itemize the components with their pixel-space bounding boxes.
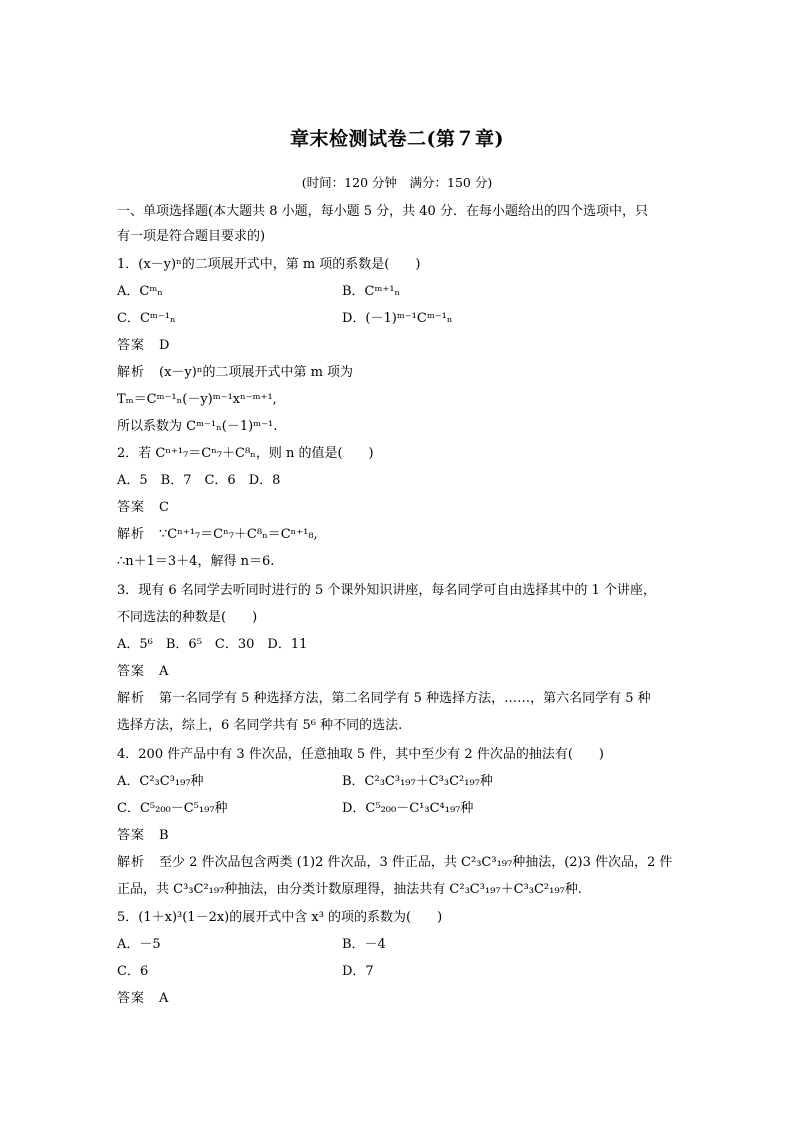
- q5-option-b: B．－4: [342, 937, 386, 952]
- q1-stem: 1．(x－y)ⁿ的二项展开式中，第 m 项的系数是( ): [117, 257, 421, 272]
- analysis-label: 解析: [117, 365, 146, 380]
- q1-answer: [117, 337, 169, 355]
- q4-option-b: B．C²₃C³₁₉₇＋C³₃C²₁₉₇种: [342, 774, 493, 789]
- q4-answer: [117, 827, 169, 845]
- exam-time-score: (时间：120 分钟 满分：150 分): [301, 175, 493, 190]
- section-heading-line1: 一、单项选择题(本大题共 8 小题，每小题 5 分，共 40 分．在每小题给出的四个选项中，只: [117, 204, 648, 219]
- q2-answer: [117, 499, 169, 517]
- q4-option-d: D．C⁵₂₀₀－C¹₃C⁴₁₉₇种: [342, 801, 474, 816]
- q5-stem: 5．(1＋x)³(1－2x)的展开式中含 x³ 的项的系数为( ): [117, 910, 443, 925]
- analysis-label: 解析: [117, 691, 146, 706]
- q4-analysis-line1: [117, 854, 672, 872]
- q2-answer-value: C: [159, 500, 169, 515]
- q1-option-a: A．Cᵐₙ: [117, 284, 163, 299]
- q3-answer: [117, 663, 168, 681]
- q3-options: A．5⁶ B．6⁵ C．30 D．11: [117, 637, 308, 652]
- answer-label: 答案: [117, 338, 146, 353]
- q5-answer-value: A: [159, 991, 169, 1006]
- analysis-label: 解析: [117, 855, 146, 870]
- q4-analysis-line2: 正品，共 C³₃C²₁₉₇种抽法，由分类计数原理得，抽法共有 C²₃C³₁₉₇＋C³₃C²₁₉₇种.: [117, 882, 582, 897]
- answer-label: 答案: [117, 500, 146, 515]
- q3-stem-line2: 不同选法的种数是( ): [117, 610, 258, 625]
- q1-answer-value: D: [159, 338, 170, 353]
- q5-option-a: A．－5: [117, 937, 161, 952]
- q2-stem: 2．若 Cⁿ⁺¹₇＝Cⁿ₇＋C⁸ₙ，则 n 的值是( ): [117, 446, 374, 461]
- q4-stem: 4．200 件产品中有 3 件次品，任意抽取 5 件，其中至少有 2 件次品的抽法有( ): [117, 747, 604, 762]
- q1-option-b: B．Cᵐ⁺¹ₙ: [342, 284, 401, 299]
- q4-option-a: A．C²₃C³₁₉₇种: [117, 774, 204, 789]
- q2-analysis-line2: ∴n＋1＝3＋4，解得 n＝6.: [117, 554, 275, 569]
- section-heading-line2: 有一项是符合题目要求的): [117, 229, 266, 244]
- answer-label: 答案: [117, 664, 146, 679]
- q5-option-c: C．6: [117, 964, 149, 979]
- q4-option-c: C．C⁵₂₀₀－C⁵₁₉₇种: [117, 801, 228, 816]
- q5-answer: [117, 990, 168, 1008]
- q4-answer-value: B: [159, 828, 169, 843]
- q1-analysis-line1: [117, 364, 353, 382]
- q2-analysis-line1: [117, 526, 318, 544]
- q5-option-d: D．7: [342, 964, 374, 979]
- q3-analysis-line1: [117, 690, 651, 708]
- answer-label: 答案: [117, 991, 146, 1006]
- answer-label: 答案: [117, 828, 146, 843]
- q3-stem-line1: 3．现有 6 名同学去听同时进行的 5 个课外知识讲座，每名同学可自由选择其中的 1 个讲座，: [117, 583, 656, 598]
- q1-option-c: C．Cᵐ⁻¹ₙ: [117, 311, 176, 326]
- page-title: 章末检测试卷二(第７章): [290, 128, 504, 150]
- q1-analysis-text1: (x－y)ⁿ的二项展开式中第 m 项为: [159, 365, 354, 380]
- q2-analysis-text1: ∵Cⁿ⁺¹₇＝Cⁿ₇＋C⁸ₙ＝Cⁿ⁺¹₈,: [159, 527, 318, 542]
- q4-analysis-text1: 至少 2 件次品包含两类 (1)2 件次品，3 件正品，共 C²₃C³₁₉₇种抽法，(2)3 件次品，2 件: [159, 855, 673, 870]
- analysis-label: 解析: [117, 527, 146, 542]
- q1-analysis-line2: Tₘ＝Cᵐ⁻¹ₙ(－y)ᵐ⁻¹xⁿ⁻ᵐ⁺¹,: [117, 392, 277, 407]
- q3-answer-value: A: [159, 664, 169, 679]
- q3-analysis-line2: 选择方法，综上，6 名同学共有 5⁶ 种不同的选法.: [117, 718, 403, 733]
- q1-analysis-line3: 所以系数为 Cᵐ⁻¹ₙ(－1)ᵐ⁻¹.: [117, 419, 278, 434]
- q3-analysis-text1: 第一名同学有 5 种选择方法，第二名同学有 5 种选择方法，……，第六名同学有 5 种: [159, 691, 651, 706]
- q2-options: A．5 B．7 C．6 D．8: [117, 473, 281, 488]
- q1-option-d: D．(－1)ᵐ⁻¹Cᵐ⁻¹ₙ: [342, 311, 453, 326]
